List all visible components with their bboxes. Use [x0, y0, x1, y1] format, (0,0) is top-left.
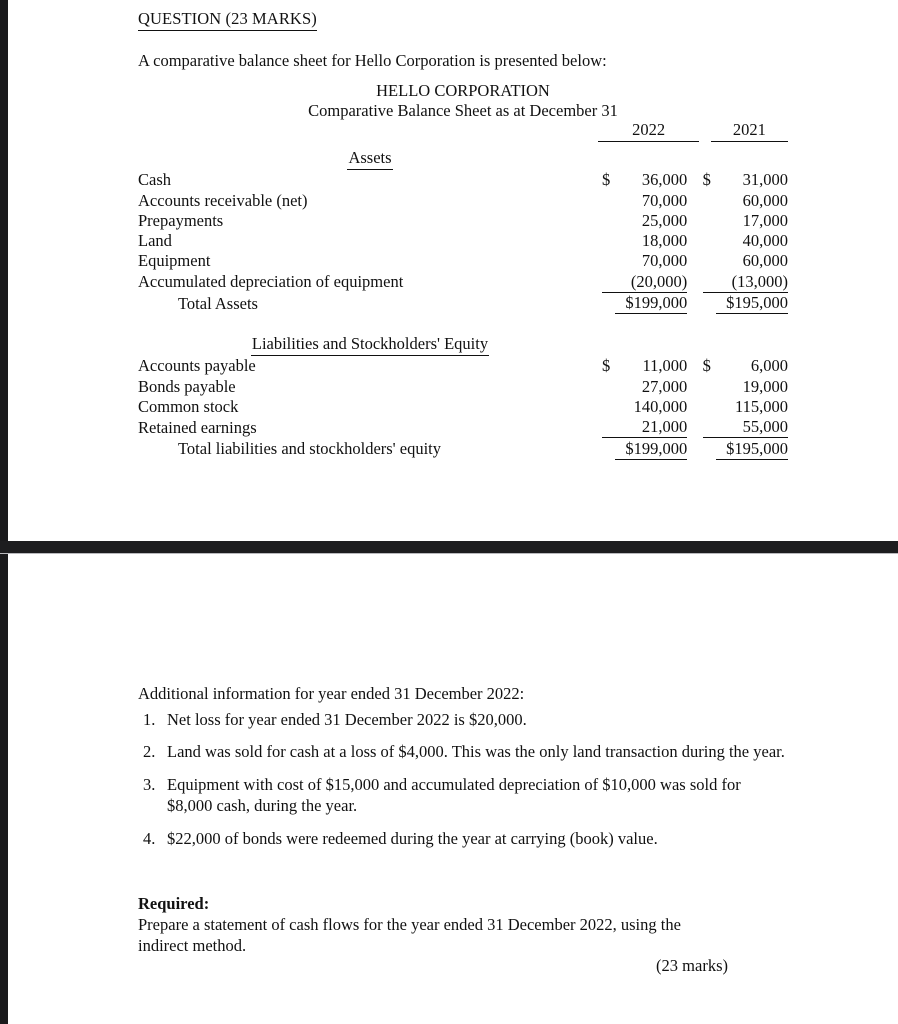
row-label: Retained earnings: [138, 417, 257, 437]
list-item: [138, 741, 786, 762]
year-header-2021-label: 2021: [711, 120, 788, 142]
table-row: [138, 231, 788, 251]
list-item: [138, 828, 786, 849]
currency-symbol-2021: [703, 376, 716, 396]
currency-symbol-2022: $: [601, 356, 611, 376]
spacer-cell: [602, 328, 615, 356]
amount-2022: 11,000: [642, 356, 688, 376]
required-body: Prepare a statement of cash flows for the year ended 31 December 2022, using the indirect method.: [138, 915, 681, 956]
page-top: [8, 0, 898, 541]
spacer-cell: [703, 328, 716, 356]
column-gap: [687, 190, 702, 210]
table-row: [138, 271, 788, 292]
spacer-cell: [687, 120, 702, 142]
column-gap: [687, 356, 702, 376]
amount-2022: 25,000: [641, 210, 688, 230]
table-row: [138, 251, 788, 271]
amount-2021: 19,000: [742, 376, 788, 396]
additional-info-list: [138, 709, 786, 860]
column-gap: [687, 231, 702, 251]
total-assets-2022: $199,000: [615, 292, 687, 313]
amount-2021: 6,000: [750, 356, 788, 376]
question-heading: QUESTION (23 MARKS): [138, 9, 317, 31]
amount-2022: 36,000: [641, 170, 688, 190]
amount-2022: 70,000: [641, 251, 688, 271]
table-year-header-row: [138, 120, 788, 142]
list-item-text: $22,000 of bonds were redeemed during the year at carrying (book) value.: [167, 828, 658, 848]
column-gap: [687, 376, 702, 396]
comparative-balance-sheet-table: [138, 120, 788, 460]
currency-symbol-2021: [703, 231, 716, 251]
spacer-cell: [716, 142, 788, 170]
currency-symbol-2021: [703, 417, 716, 438]
currency-symbol-2021: $: [702, 356, 711, 376]
currency-symbol-2022: [602, 376, 615, 396]
spacer-cell: [687, 328, 702, 356]
list-item-number: 4.: [143, 828, 156, 848]
amount-2021: 60,000: [742, 251, 788, 271]
spacer-cell: [602, 292, 615, 313]
column-gap: [687, 271, 702, 292]
amount-2021: 55,000: [716, 417, 788, 438]
amount-2022: 18,000: [641, 231, 688, 251]
statement-subtitle: Comparative Balance Sheet as at December 31: [308, 101, 618, 120]
marks-note: (23 marks): [656, 956, 728, 975]
amount-2021: 115,000: [734, 396, 788, 416]
year-header-2022: [602, 120, 687, 142]
amount-2022: 140,000: [633, 396, 688, 416]
list-item: [138, 709, 786, 730]
spacer-cell: [602, 438, 615, 459]
liabilities-section-heading: [138, 328, 602, 356]
row-label: Accounts payable: [138, 356, 256, 376]
currency-symbol-2022: [602, 397, 615, 417]
amount-2021: 17,000: [742, 210, 788, 230]
amount-2022: (20,000): [615, 271, 687, 292]
table-row: [138, 170, 788, 190]
liabilities-section-heading-label: Liabilities and Stockholders' Equity: [251, 334, 489, 356]
spacer-cell: [615, 328, 687, 356]
currency-symbol-2021: [703, 397, 716, 417]
currency-symbol-2021: $: [702, 170, 711, 190]
table-row: [138, 417, 788, 438]
spacer-cell: [138, 120, 602, 142]
list-item-text: Equipment with cost of $15,000 and accumulated depreciation of $10,000 was sold for $8,000 cash, during the year.: [167, 774, 741, 816]
table-row: [138, 356, 788, 376]
year-header-2021: [703, 120, 788, 142]
additional-info-intro: Additional information for year ended 31 December 2022:: [138, 684, 525, 703]
column-gap: [687, 417, 702, 438]
amount-2022: 27,000: [641, 376, 688, 396]
list-item-text: Land was sold for cash at a loss of $4,000. This was the only land transaction during the year.: [167, 742, 785, 762]
list-item-number: 2.: [143, 742, 156, 762]
amount-2022: 21,000: [615, 417, 687, 438]
row-label: Prepayments: [138, 210, 224, 230]
amount-2022: 70,000: [641, 190, 688, 210]
assets-section-heading: [138, 142, 602, 170]
scan-left-gutter: [0, 0, 8, 1024]
question-intro: A comparative balance sheet for Hello Corporation is presented below:: [138, 51, 607, 70]
amount-2021: 31,000: [742, 170, 788, 190]
currency-symbol-2021: [703, 211, 716, 231]
currency-symbol-2022: [602, 190, 615, 210]
spacer-cell: [687, 142, 702, 170]
currency-symbol-2022: [602, 231, 615, 251]
currency-symbol-2022: [602, 251, 615, 271]
list-item-text: Net loss for year ended 31 December 2022 is $20,000.: [167, 710, 527, 729]
row-label: Accumulated depreciation of equipment: [138, 272, 404, 292]
assets-section-heading-row: [138, 142, 788, 170]
total-liabilities-equity-row: [138, 438, 788, 459]
currency-symbol-2022: [602, 271, 615, 292]
spacer-cell: [602, 142, 615, 170]
total-liabilities-equity-label: Total liabilities and stockholders' equity: [178, 439, 442, 459]
amount-2021: 60,000: [742, 190, 788, 210]
currency-symbol-2021: [703, 190, 716, 210]
table-row: [138, 211, 788, 231]
column-gap: [687, 397, 702, 417]
list-item-number: 1.: [143, 710, 156, 729]
column-gap: [687, 211, 702, 231]
table-row: [138, 397, 788, 417]
row-label: Accounts receivable (net): [138, 190, 308, 210]
total-assets-2021: $195,000: [716, 292, 788, 313]
scan-page-divider: [0, 541, 898, 554]
year-header-2022-label: 2022: [598, 120, 699, 142]
column-gap: [687, 438, 702, 459]
list-item-number: 3.: [143, 774, 156, 794]
row-label: Land: [138, 231, 172, 251]
total-assets-label: Total Assets: [178, 293, 258, 313]
section-spacer-row: [138, 314, 788, 329]
liabilities-section-heading-row: [138, 328, 788, 356]
row-label: Cash: [138, 170, 171, 190]
total-liabilities-equity-2021: $195,000: [716, 438, 788, 459]
row-label: Bonds payable: [138, 376, 236, 396]
required-label: Required:: [138, 894, 210, 913]
row-label: Common stock: [138, 396, 239, 416]
company-name: HELLO CORPORATION: [376, 81, 550, 100]
total-liabilities-equity-2022: $199,000: [615, 438, 687, 459]
spacer-cell: [703, 142, 716, 170]
currency-symbol-2022: [602, 417, 615, 438]
spacer-cell: [703, 438, 716, 459]
currency-symbol-2022: [602, 211, 615, 231]
table-row: [138, 190, 788, 210]
currency-symbol-2021: [703, 251, 716, 271]
currency-symbol-2021: [703, 271, 716, 292]
amount-2021: (13,000): [716, 271, 788, 292]
table-row: [138, 376, 788, 396]
page-bottom: [8, 554, 898, 1024]
spacer-cell: [703, 292, 716, 313]
assets-section-heading-label: Assets: [347, 148, 392, 170]
total-assets-row: [138, 292, 788, 313]
amount-2021: 40,000: [742, 231, 788, 251]
currency-symbol-2022: $: [601, 170, 611, 190]
spacer-cell: [716, 328, 788, 356]
row-label: Equipment: [138, 251, 211, 271]
column-gap: [687, 292, 702, 313]
column-gap: [687, 170, 702, 190]
column-gap: [687, 251, 702, 271]
spacer-cell: [138, 314, 788, 329]
spacer-cell: [615, 142, 687, 170]
list-item: [138, 774, 786, 817]
